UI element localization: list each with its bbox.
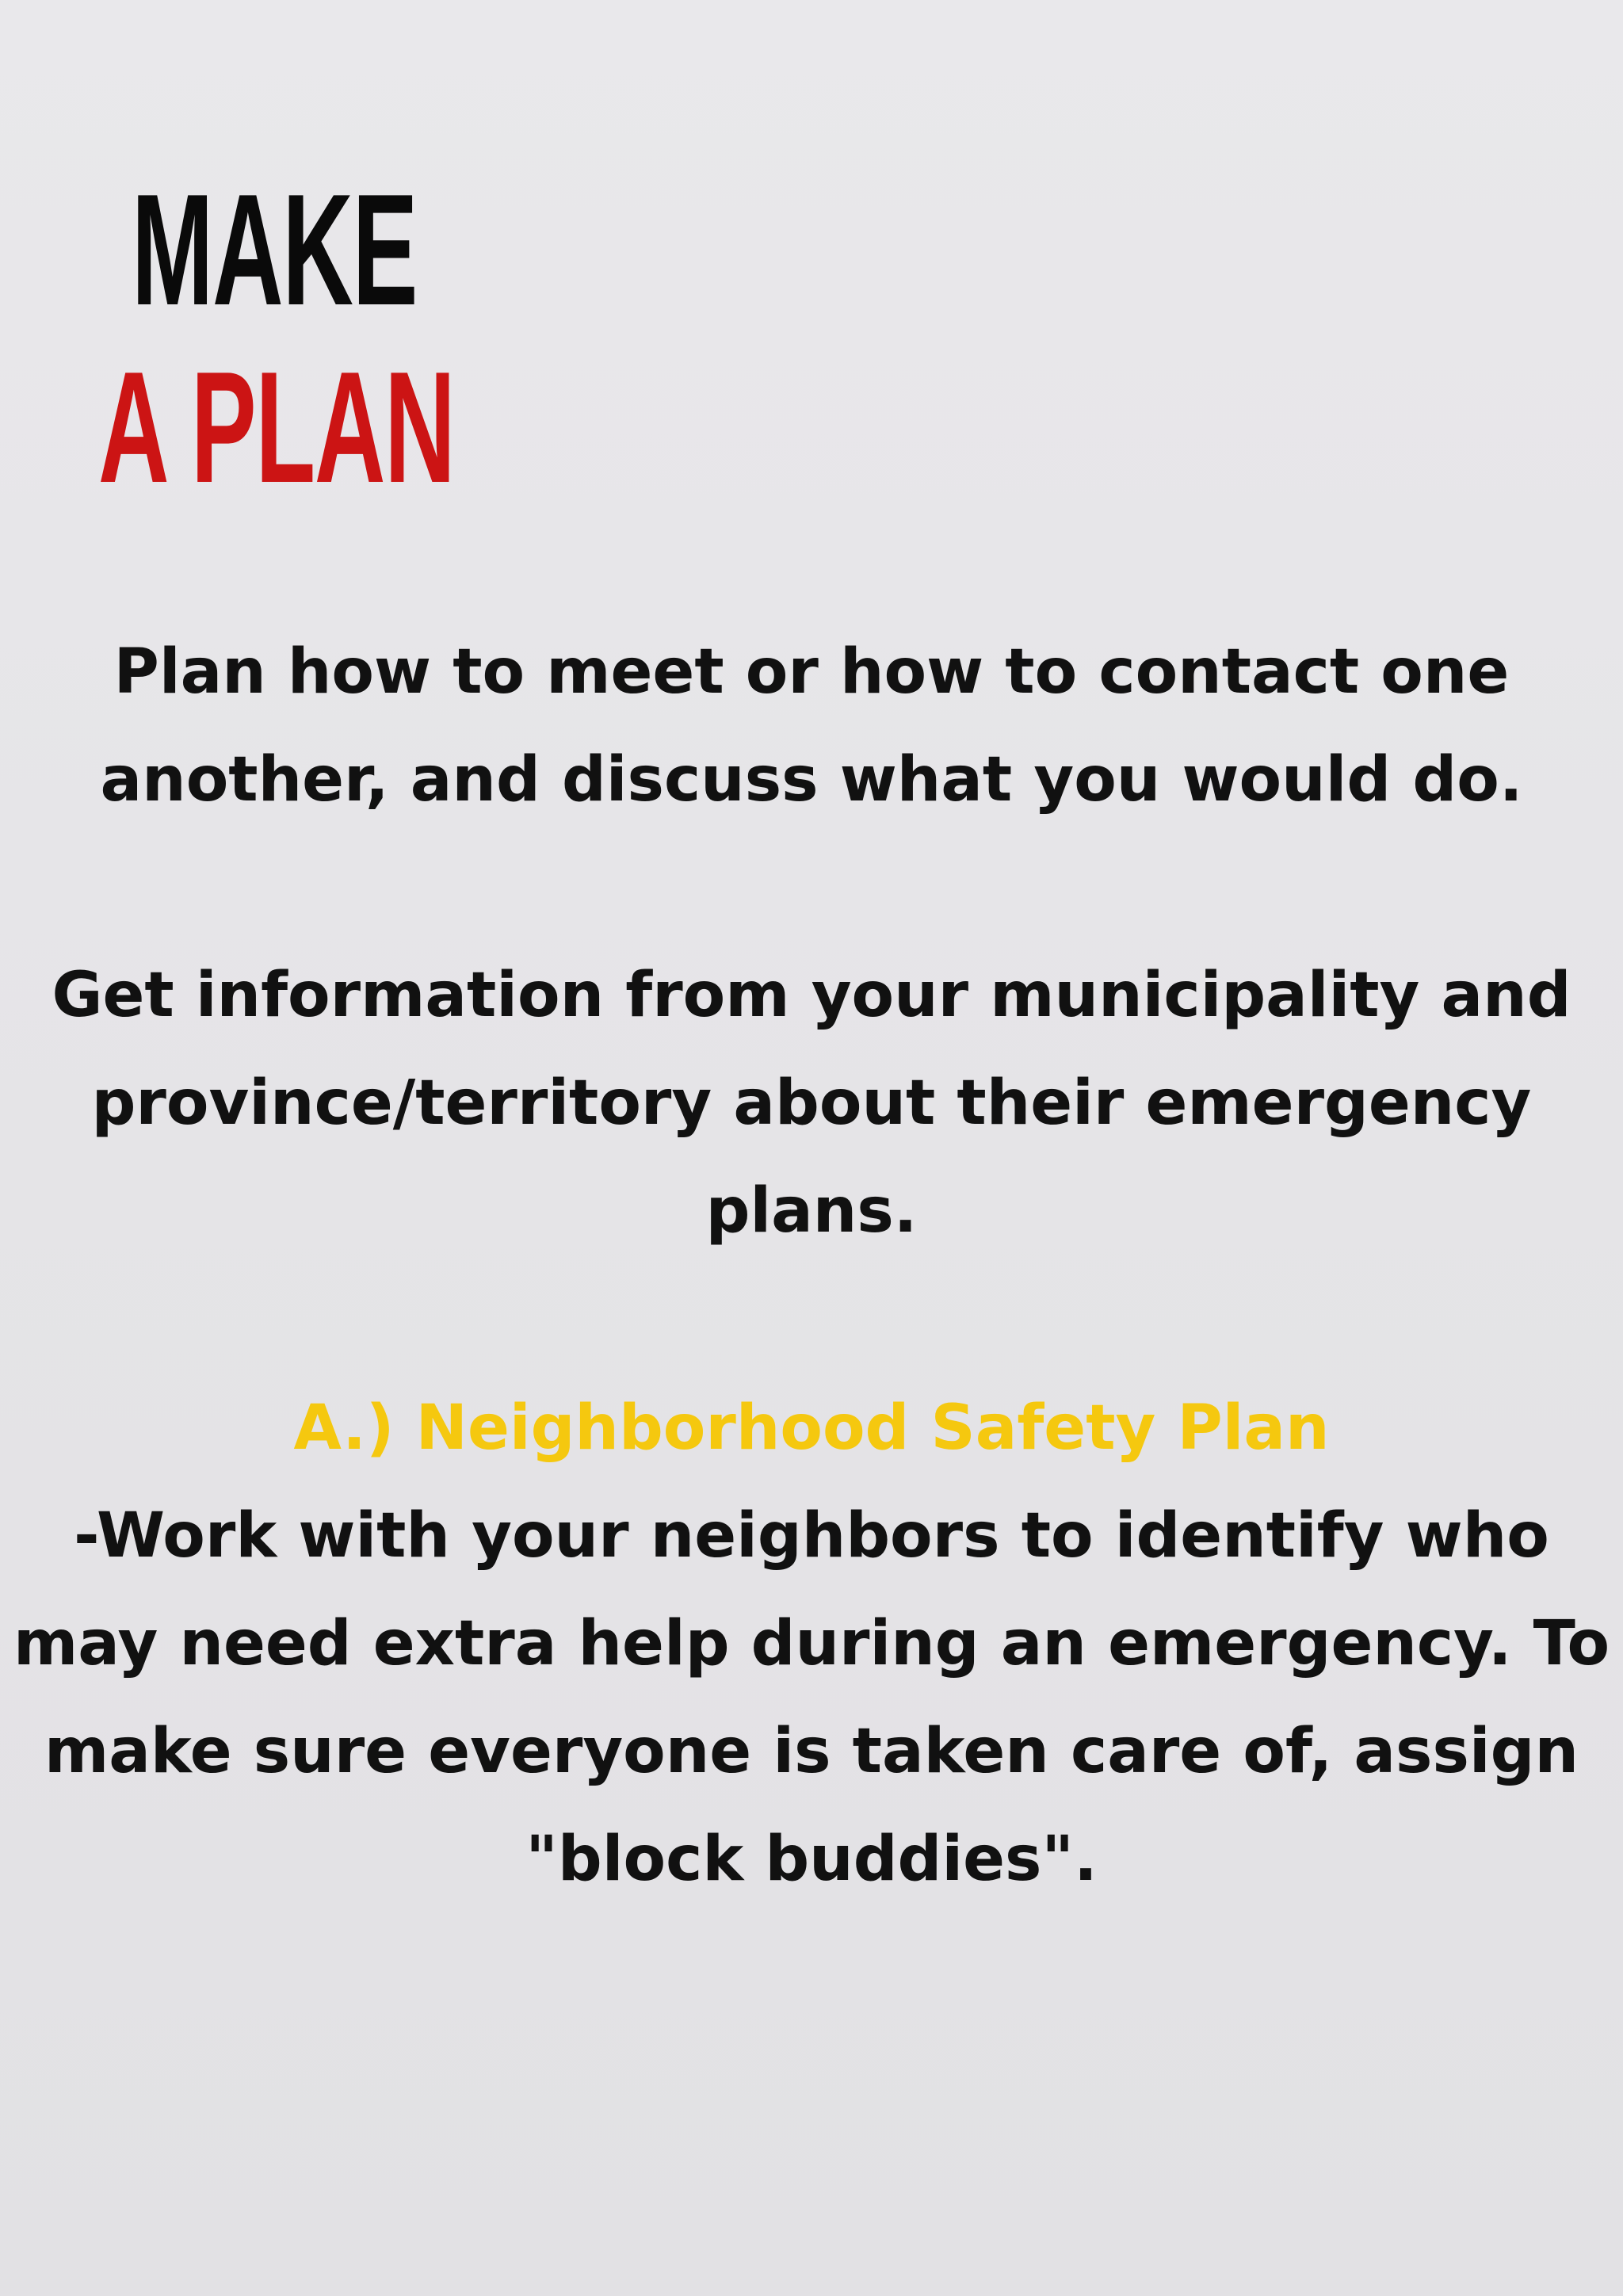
- paragraph-line: "block buddies".: [525, 1824, 1098, 1895]
- title-make: MAKE: [132, 162, 418, 338]
- paragraph-get-information: [0, 942, 1623, 1265]
- paragraph-line: another, and discuss what you would do.: [100, 744, 1523, 816]
- paragraph-line: Plan how to meet or how to contact one: [113, 636, 1510, 708]
- paragraph-line: plans.: [705, 1175, 918, 1247]
- paragraph-line: Get information from your municipality and: [52, 960, 1571, 1031]
- paragraph-line: -Work with your neighbors to identify who: [74, 1500, 1549, 1572]
- paragraph-line: make sure everyone is taken care of, assign: [44, 1716, 1579, 1787]
- paragraph-neighborhood-safety: [0, 1482, 1623, 1913]
- paragraph-line: province/territory about their emergency: [91, 1068, 1532, 1139]
- title-a-plan: A PLAN: [98, 339, 455, 516]
- paragraph-line: may need extra help during an emergency. To: [13, 1608, 1610, 1679]
- paragraph-meet-contact: [0, 618, 1623, 834]
- section-heading-neighborhood-safety-plan: A.) Neighborhood Safety Plan: [293, 1392, 1330, 1464]
